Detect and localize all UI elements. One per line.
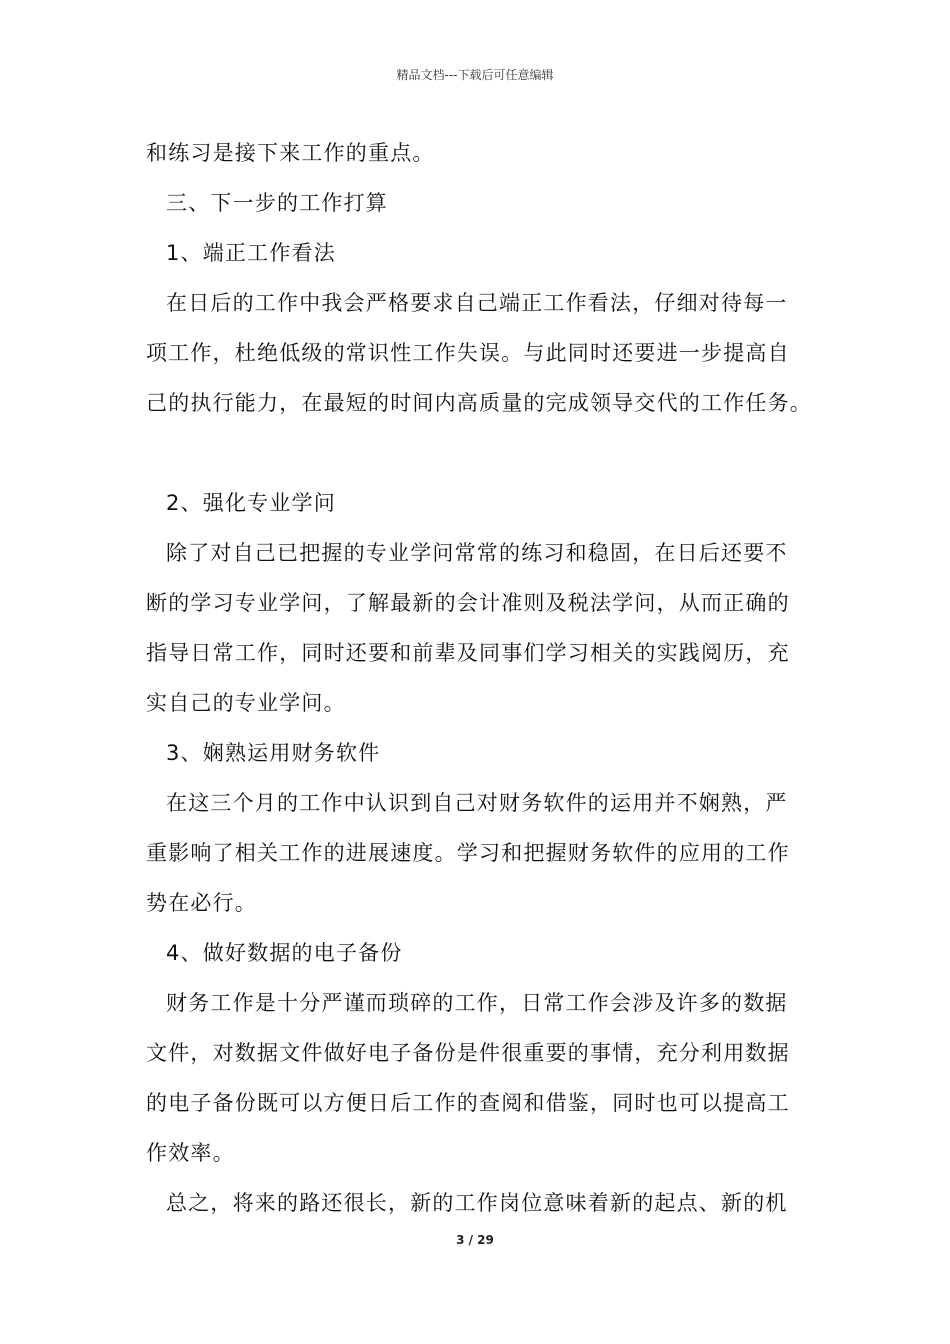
paragraph-line: 财务工作是十分严谨而琐碎的工作，日常工作会涉及许多的数据 [166,991,788,1015]
subsection-heading: 4、做好数据的电子备份 [166,941,403,965]
paragraph-line: 断的学习专业学问，了解最新的会计准则及税法学问，从而正确的 [146,591,790,615]
page-number: 3 / 29 [456,1233,494,1247]
subsection-heading: 2、强化专业学问 [166,491,336,515]
paragraph-line: 在日后的工作中我会严格要求自己端正工作看法，仔细对待每一 [166,291,788,315]
paragraph-line: 总之，将来的路还很长，新的工作岗位意味着新的起点、新的机 [166,1191,788,1215]
paragraph-line: 己的执行能力，在最短的时间内高质量的完成领导交代的工作任务。 [146,391,812,415]
section-heading: 三、下一步的工作打算 [166,191,388,215]
paragraph-line: 实自己的专业学问。 [146,691,346,715]
subsection-heading: 1、端正工作看法 [166,241,336,265]
paragraph-line: 指导日常工作，同时还要和前辈及同事们学习相关的实践阅历，充 [146,641,790,665]
paragraph-line: 和练习是接下来工作的重点。 [146,141,435,165]
paragraph-line: 除了对自己已把握的专业学问常常的练习和稳固，在日后还要不 [166,541,788,565]
subsection-heading: 3、娴熟运用财务软件 [166,741,381,765]
paragraph-line: 势在必行。 [146,891,257,915]
paragraph-line: 项工作，杜绝低级的常识性工作失误。与此同时还要进一步提高自 [146,341,790,365]
blank-line [146,428,810,478]
paragraph-line: 重影响了相关工作的进展速度。学习和把握财务软件的应用的工作 [146,841,790,865]
paragraph-line: 文件，对数据文件做好电子备份是件很重要的事情，充分利用数据 [146,1041,790,1065]
paragraph-line: 的电子备份既可以方便日后工作的查阅和借鉴，同时也可以提高工 [146,1091,790,1115]
paragraph-line: 作效率。 [146,1141,235,1165]
document-body [146,128,810,1228]
paragraph-line: 在这三个月的工作中认识到自己对财务软件的运用并不娴熟，严 [166,791,788,815]
page-header: 精品文档---下载后可任意编辑 [396,68,554,82]
